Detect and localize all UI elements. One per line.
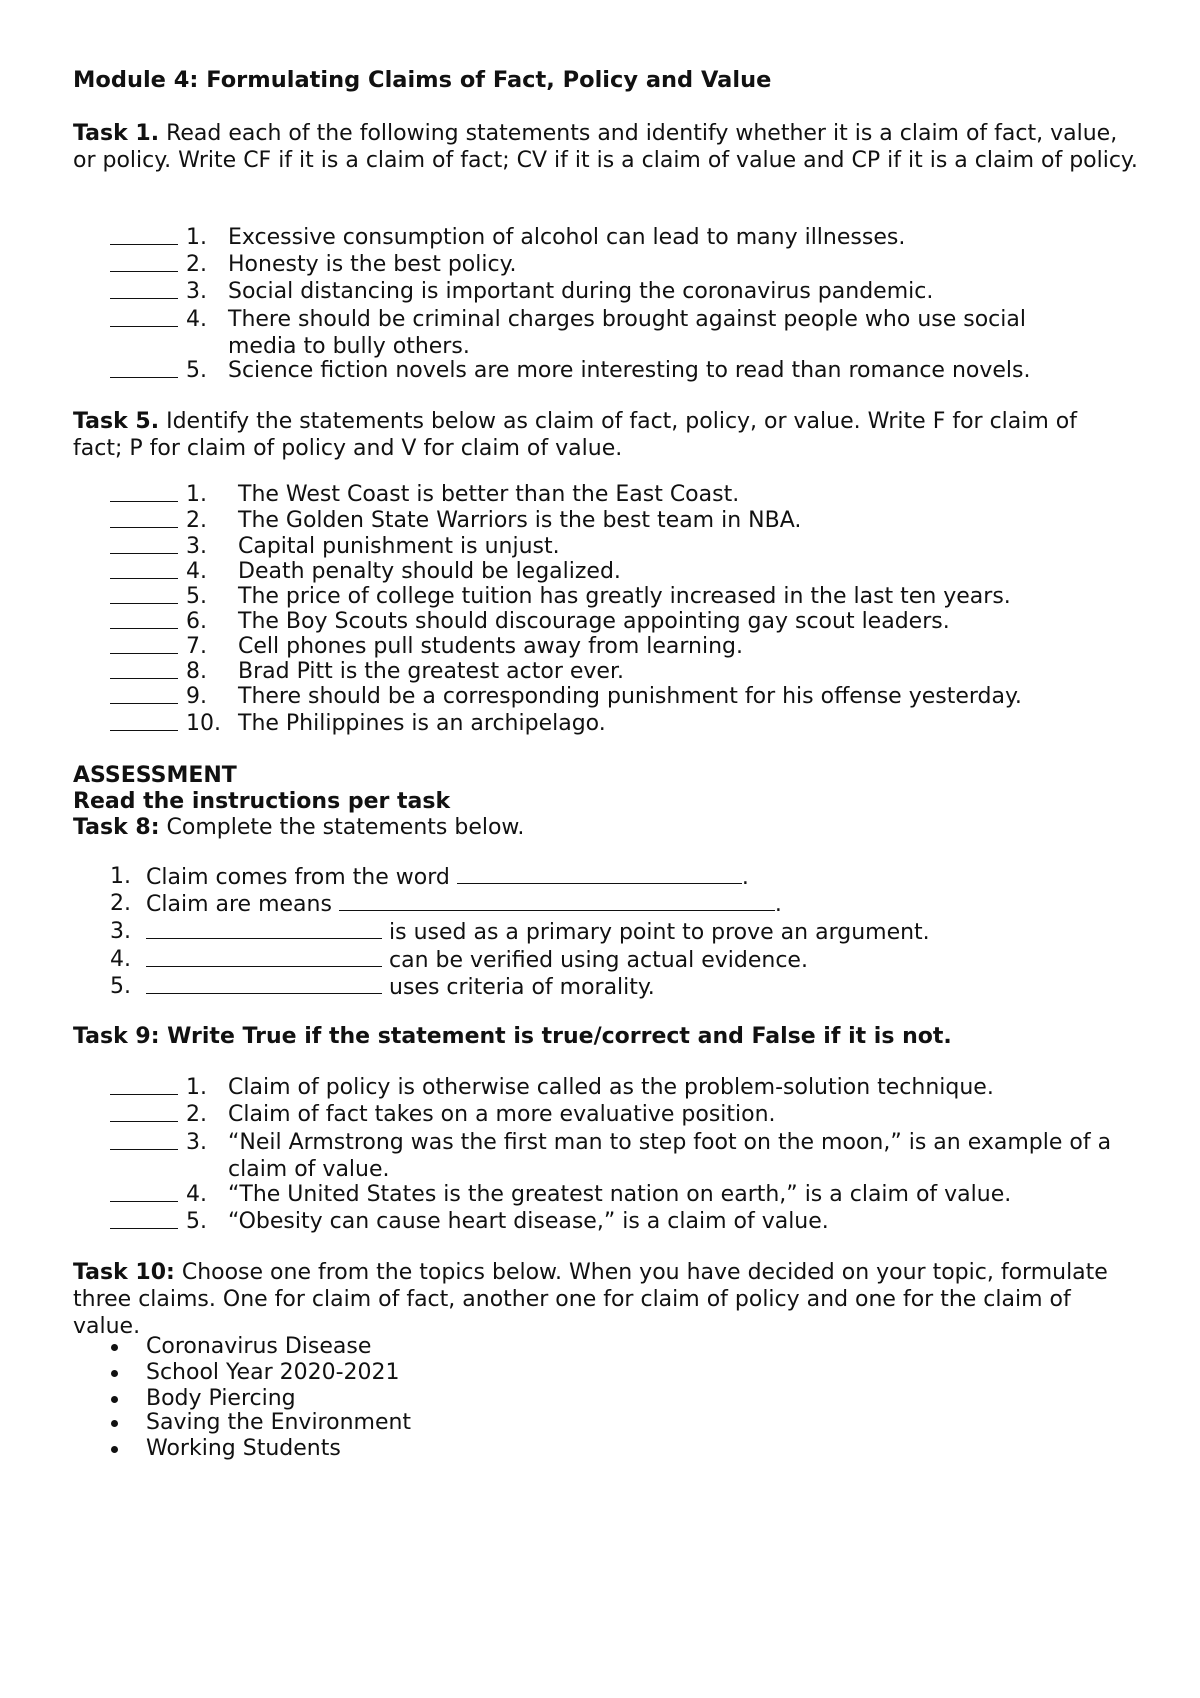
task10-instructions <box>73 1259 1123 1340</box>
task8-text: Complete the statements below. <box>166 815 525 840</box>
list-item: 4. “The United States is the greatest nation on earth,” is a claim of value. <box>110 1181 178 1209</box>
answer-blank[interactable] <box>110 224 178 245</box>
list-item: 3. Capital punishment is unjust. <box>110 533 178 561</box>
list-item: 7. Cell phones pull students away from learning. <box>110 633 178 661</box>
bullet-icon <box>111 1370 118 1377</box>
fill-in-blank[interactable] <box>146 973 382 994</box>
list-item: 4. There should be criminal charges brought against people who use social media to bully others. <box>110 306 178 334</box>
list-item: 5. The price of college tuition has greatly increased in the last ten years. <box>110 583 178 611</box>
list-item: 5. Science fiction novels are more interesting to read than romance novels. <box>110 357 178 385</box>
task1-instructions <box>73 120 1143 174</box>
answer-blank[interactable] <box>110 481 178 502</box>
answer-blank[interactable] <box>110 558 178 579</box>
answer-blank[interactable] <box>110 1129 178 1150</box>
bullet-icon <box>111 1396 118 1403</box>
fill-in-blank[interactable] <box>457 863 742 884</box>
list-item: 5. uses criteria of morality. <box>110 974 655 1000</box>
answer-blank[interactable] <box>110 658 178 679</box>
task5-text: Identify the statements below as claim of fact, policy, or value. Write F for claim of fact; P for claim of policy and V for claim of value. <box>73 409 1078 461</box>
bullet-icon <box>111 1420 118 1427</box>
list-item: 2. Claim of fact takes on a more evaluative position. <box>110 1101 178 1129</box>
answer-blank[interactable] <box>110 583 178 604</box>
list-item: 1. Excessive consumption of alcohol can lead to many illnesses. <box>110 224 178 252</box>
list-item: Body Piercing <box>146 1386 296 1411</box>
page-title: Module 4: Formulating Claims of Fact, Policy and Value <box>73 67 772 93</box>
list-item: School Year 2020-2021 <box>146 1360 400 1385</box>
assessment-subheading: Read the instructions per task <box>73 789 451 814</box>
answer-blank[interactable] <box>110 1181 178 1202</box>
list-item: 2. The Golden State Warriors is the best team in NBA. <box>110 507 178 535</box>
list-item: 10. The Philippines is an archipelago. <box>110 710 178 738</box>
list-item: 6. The Boy Scouts should discourage appointing gay scout leaders. <box>110 608 178 636</box>
list-item: 2. Honesty is the best policy. <box>110 251 178 279</box>
task8-label: Task 8: <box>73 815 160 840</box>
task1-label: Task 1. <box>73 121 160 146</box>
task10-text: Choose one from the topics below. When you have decided on your topic, formulate three claims. One for claim of fact, another one for claim of policy and one for the claim of value. <box>73 1260 1108 1339</box>
task10-label: Task 10: <box>73 1260 175 1285</box>
task5-label: Task 5. <box>73 409 160 434</box>
task1-text: Read each of the following statements and identify whether it is a claim of fact, value, or policy. Write CF if it is a claim of fact; CV if it is a claim of value and CP if it is a claim of policy. <box>73 121 1138 173</box>
answer-blank[interactable] <box>110 683 178 704</box>
answer-blank[interactable] <box>110 306 178 327</box>
list-item: 4. Death penalty should be legalized. <box>110 558 178 586</box>
list-item: 1. Claim comes from the word . <box>110 864 749 890</box>
fill-in-blank[interactable] <box>146 918 382 939</box>
list-item: 3. “Neil Armstrong was the first man to step foot on the moon,” is an example of a claim of value. <box>110 1129 178 1157</box>
task5-instructions <box>73 408 1113 462</box>
answer-blank[interactable] <box>110 633 178 654</box>
task8-instructions <box>73 814 524 841</box>
list-item: Coronavirus Disease <box>146 1334 372 1359</box>
list-item: 3. is used as a primary point to prove an argument. <box>110 919 930 945</box>
answer-blank[interactable] <box>110 1101 178 1122</box>
answer-blank[interactable] <box>110 1208 178 1229</box>
answer-blank[interactable] <box>110 507 178 528</box>
list-item: 1. The West Coast is better than the East Coast. <box>110 481 178 509</box>
answer-blank[interactable] <box>110 1074 178 1095</box>
bullet-icon <box>111 1446 118 1453</box>
list-item: 3. Social distancing is important during the coronavirus pandemic. <box>110 278 178 306</box>
answer-blank[interactable] <box>110 357 178 378</box>
list-item: 1. Claim of policy is otherwise called as the problem-solution technique. <box>110 1074 178 1102</box>
answer-blank[interactable] <box>110 278 178 299</box>
answer-blank[interactable] <box>110 608 178 629</box>
fill-in-blank[interactable] <box>146 946 382 967</box>
list-item: 2. Claim are means . <box>110 891 782 917</box>
task9-heading: Task 9: Write True if the statement is true/correct and False if it is not. <box>73 1024 952 1049</box>
list-item: 4. can be verified using actual evidence. <box>110 947 808 973</box>
answer-blank[interactable] <box>110 533 178 554</box>
assessment-heading: ASSESSMENT <box>73 763 237 788</box>
list-item: Saving the Environment <box>146 1410 412 1435</box>
list-item: 8. Brad Pitt is the greatest actor ever. <box>110 658 178 686</box>
answer-blank[interactable] <box>110 710 178 731</box>
list-item: 5. “Obesity can cause heart disease,” is a claim of value. <box>110 1208 178 1236</box>
fill-in-blank[interactable] <box>339 890 775 911</box>
answer-blank[interactable] <box>110 251 178 272</box>
list-item: 9. There should be a corresponding punishment for his offense yesterday. <box>110 683 178 711</box>
bullet-icon <box>111 1344 118 1351</box>
list-item: Working Students <box>146 1436 341 1461</box>
